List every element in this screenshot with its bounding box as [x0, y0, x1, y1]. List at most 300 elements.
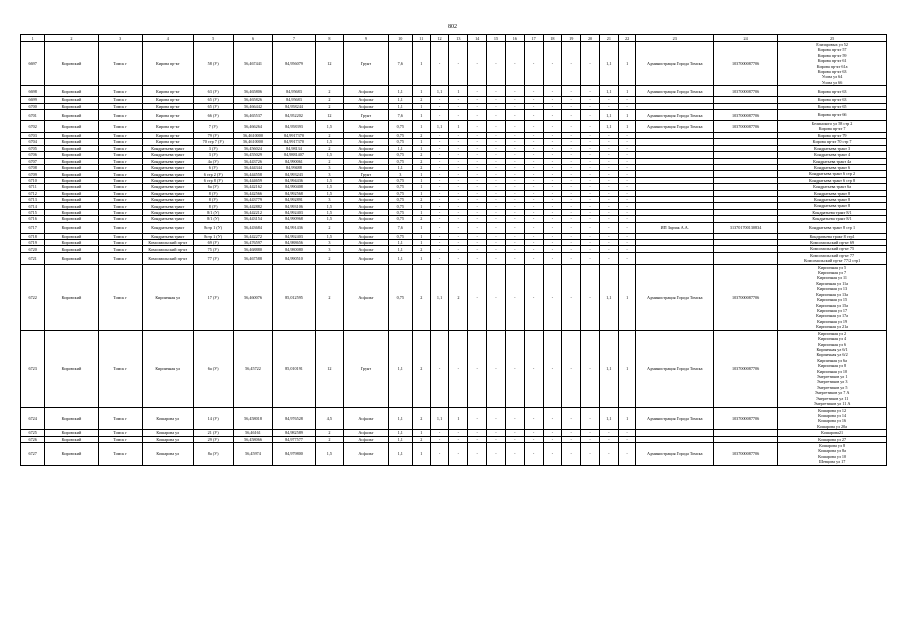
table-cell: 6а (У) — [193, 184, 233, 190]
table-cell: - — [449, 184, 468, 190]
table-cell: Кировский — [45, 139, 98, 145]
table-cell: Кондратьева тракт — [142, 152, 193, 158]
address-line: Кондратьева тракт 8 — [814, 196, 851, 202]
table-cell: 56,442212 — [233, 209, 273, 215]
table-cell: - — [562, 164, 581, 170]
table-cell: 66 (У) — [193, 110, 233, 121]
table-cell: - — [581, 196, 600, 202]
table-cell: - — [468, 216, 487, 222]
table-cell: - — [618, 252, 636, 264]
table-cell: - — [449, 222, 468, 233]
table-cell: - — [581, 430, 600, 436]
table-cell: - — [581, 97, 600, 103]
table-cell: - — [581, 184, 600, 190]
table-cell: - — [599, 203, 618, 209]
table-cell: Томск г — [98, 264, 142, 330]
table-cell: Кировский — [45, 164, 98, 170]
table-cell: 77 (У) — [193, 252, 233, 264]
table-cell: Комсомольский пр-кт — [142, 252, 193, 264]
table-cell: - — [505, 203, 524, 209]
table-cell: 6726 — [21, 436, 45, 442]
table-cell: Томск г — [98, 171, 142, 177]
table-cell: 6724 — [21, 407, 45, 430]
table-cell: Кирова пр-кт — [142, 139, 193, 145]
table-cell: 1 — [412, 145, 430, 151]
table-cell: - — [468, 121, 487, 133]
table-cell: 1,5 — [315, 152, 344, 158]
table-cell: - — [562, 264, 581, 330]
table-cell: Кировский — [45, 252, 98, 264]
table-cell: - — [487, 139, 506, 145]
table-cell: Кирова пр-кт — [142, 121, 193, 133]
address-line: Кирпичная ул 6 — [818, 341, 847, 347]
table-cell: - — [468, 222, 487, 233]
table-cell: 0,75 — [388, 209, 412, 215]
table-cell: - — [468, 252, 487, 264]
table-cell: - — [599, 190, 618, 196]
address-line: Комсомольский пр-кт 77/2 стр1 — [803, 258, 861, 264]
table-cell: - — [524, 42, 543, 86]
table-cell: - — [618, 152, 636, 158]
header-cell: 9 — [344, 35, 388, 42]
table-cell: 8стр 1 (У) — [193, 233, 233, 239]
table-cell: - — [562, 158, 581, 164]
table-cell: - — [543, 196, 562, 202]
table-cell: Кировский — [45, 264, 98, 330]
table-cell: 6707 — [21, 158, 45, 164]
table-cell: 2 — [412, 436, 430, 442]
address-line: Кошарова ул 8а — [818, 448, 846, 454]
table-cell: - — [581, 152, 600, 158]
address-list-cell — [778, 110, 887, 121]
table-cell: - — [581, 330, 600, 407]
register-table — [20, 34, 887, 466]
table-cell: - — [618, 216, 636, 222]
table-cell: Томск г — [98, 86, 142, 97]
table-cell: Томск г — [98, 330, 142, 407]
table-cell: - — [543, 171, 562, 177]
table-cell: Кирова пр-кт — [142, 97, 193, 103]
table-cell: 6700 — [21, 103, 45, 109]
header-cell: 8 — [315, 35, 344, 42]
table-cell: 2 — [315, 430, 344, 436]
table-cell: - — [430, 443, 449, 466]
header-cell: 16 — [505, 35, 524, 42]
address-line: Кирова пр-кт 61 — [817, 58, 847, 64]
table-cell: - — [468, 436, 487, 442]
table-cell: 0,75 — [388, 184, 412, 190]
table-cell: 1037000087706 — [713, 42, 777, 86]
table-cell: - — [543, 233, 562, 239]
table-cell: Кошарова ул — [142, 436, 193, 442]
table-cell: 56,465826 — [233, 97, 273, 103]
table-cell: Томск г — [98, 97, 142, 103]
table-cell: Асфальт — [344, 152, 388, 158]
table-cell: - — [524, 158, 543, 164]
table-cell: 58 (У) — [193, 42, 233, 86]
table-cell: - — [524, 443, 543, 466]
table-cell: 84,9881407 — [273, 152, 315, 158]
table-cell: Кондратьева тракт — [142, 216, 193, 222]
table-cell: 8/1 (У) — [193, 209, 233, 215]
table-cell: - — [618, 233, 636, 239]
table-cell: Грунт — [344, 330, 388, 407]
table-cell: 84,990510 — [273, 252, 315, 264]
header-cell: 17 — [524, 35, 543, 42]
table-cell: - — [543, 139, 562, 145]
table-cell: - — [599, 436, 618, 442]
table-cell: Асфальт — [344, 443, 388, 466]
table-cell: 56,458066 — [233, 436, 273, 442]
table-cell: - — [581, 110, 600, 121]
table-cell: - — [524, 132, 543, 138]
table-cell: 3 (У) — [193, 152, 233, 158]
table-cell: 1 — [412, 233, 430, 239]
table-cell: - — [505, 164, 524, 170]
table-cell: - — [487, 443, 506, 466]
address-line: Кошарова ул 16 — [818, 418, 847, 424]
table-cell: 1,1 — [599, 407, 618, 430]
table-cell: 2 — [412, 264, 430, 330]
table-cell: 84,958393 — [273, 121, 315, 133]
table-cell: Комсомольский пр-кт — [142, 246, 193, 252]
table-cell: - — [581, 121, 600, 133]
table-cell: 65 (У) — [193, 97, 233, 103]
table-cell: - — [505, 239, 524, 245]
table-cell: - — [449, 252, 468, 264]
table-cell: - — [524, 436, 543, 442]
table-cell: 14 (У) — [193, 407, 233, 430]
table-cell: - — [543, 121, 562, 133]
table-cell: 1,1 — [388, 97, 412, 103]
table-cell: - — [524, 110, 543, 121]
table-cell: - — [581, 246, 600, 252]
table-cell: 84,9917370 — [273, 139, 315, 145]
table-cell: - — [468, 103, 487, 109]
table-cell: 1 — [412, 203, 430, 209]
table-cell: Асфальт — [344, 177, 388, 183]
table-cell: - — [524, 330, 543, 407]
table-cell: - — [505, 430, 524, 436]
table-cell: 8стр 1 (У) — [193, 222, 233, 233]
table-cell: - — [449, 145, 468, 151]
table-cell: - — [468, 430, 487, 436]
table-cell: - — [562, 216, 581, 222]
table-cell: Кировский — [45, 103, 98, 109]
table-cell: Кондратьева тракт — [142, 171, 193, 177]
table-cell: - — [562, 252, 581, 264]
table-cell: Асфальт — [344, 132, 388, 138]
table-cell: - — [468, 203, 487, 209]
table-cell: 6718 — [21, 233, 45, 239]
table-cell: 3 — [315, 196, 344, 202]
table-cell: 1,1 — [599, 110, 618, 121]
table-cell: 12 — [315, 110, 344, 121]
table-cell: - — [543, 443, 562, 466]
header-cell: 20 — [581, 35, 600, 42]
table-cell: - — [562, 132, 581, 138]
table-cell: - — [505, 139, 524, 145]
table-cell: - — [543, 330, 562, 407]
table-cell: - — [599, 152, 618, 158]
table-cell: Администрация Города Томска — [636, 42, 714, 86]
table-cell: 1037000087706 — [713, 443, 777, 466]
table-cell: 6717 — [21, 222, 45, 233]
table-cell: - — [524, 252, 543, 264]
table-cell: Кировский — [45, 216, 98, 222]
table-cell: 2 — [412, 152, 430, 158]
table-cell: - — [468, 145, 487, 151]
table-cell: Томск г — [98, 132, 142, 138]
table-cell: - — [505, 110, 524, 121]
table-cell: - — [468, 184, 487, 190]
table-cell: - — [581, 203, 600, 209]
table-cell: - — [487, 110, 506, 121]
table-cell: Томск г — [98, 246, 142, 252]
table-cell: - — [599, 164, 618, 170]
table-cell: - — [543, 152, 562, 158]
table-cell: - — [487, 145, 506, 151]
table-cell: 1,5 — [315, 184, 344, 190]
address-line: Кондратьева тракт 4а — [813, 158, 852, 164]
table-cell: - — [543, 239, 562, 245]
table-cell: - — [505, 97, 524, 103]
table-cell: 6712 — [21, 190, 45, 196]
table-cell: Кировский — [45, 97, 98, 103]
table-cell: Администрация Города Томска — [636, 86, 714, 97]
table-cell: - — [599, 196, 618, 202]
table-cell: 8 (У) — [193, 203, 233, 209]
table-cell: - — [581, 264, 600, 330]
table-cell: 7,6 — [388, 110, 412, 121]
table-cell: 6716 — [21, 216, 45, 222]
table-cell: 1,1 — [430, 264, 449, 330]
table-cell: - — [543, 103, 562, 109]
address-line: Кондратьева тракт 6 стр 8 — [809, 177, 856, 183]
table-cell: 6727 — [21, 443, 45, 466]
address-line: Кирпичная ул 17а — [816, 313, 849, 319]
table-cell: 8а (У) — [193, 443, 233, 466]
table-cell: Асфальт — [344, 209, 388, 215]
table-cell: - — [543, 184, 562, 190]
table-cell: - — [505, 407, 524, 430]
table-cell: 1 — [412, 103, 430, 109]
table-cell: - — [543, 209, 562, 215]
table-cell: - — [618, 145, 636, 151]
table-cell: 79 (У) — [193, 132, 233, 138]
table-cell: 6706 — [21, 152, 45, 158]
table-cell: Кировский — [45, 246, 98, 252]
table-cell: Кировский — [45, 407, 98, 430]
header-cell: 15 — [487, 35, 506, 42]
table-cell: - — [562, 436, 581, 442]
table-cell: - — [618, 239, 636, 245]
table-cell: 1 — [412, 86, 430, 97]
address-list-cell — [778, 222, 887, 233]
table-cell: 0,75 — [388, 158, 412, 164]
table-cell: - — [562, 42, 581, 86]
table-cell: - — [430, 252, 449, 264]
address-list-cell — [778, 252, 887, 264]
table-cell: Кирова пр-кт — [142, 132, 193, 138]
table-cell: - — [468, 171, 487, 177]
table-cell: - — [618, 171, 636, 177]
table-cell: - — [599, 239, 618, 245]
table-cell: - — [562, 203, 581, 209]
table-cell: Томск г — [98, 121, 142, 133]
table-cell: 56,467588 — [233, 252, 273, 264]
table-cell: Томск г — [98, 42, 142, 86]
table-cell: - — [430, 132, 449, 138]
table-cell: 3 (У) — [193, 145, 233, 151]
table-row — [21, 443, 887, 466]
table-cell: 56,45974 — [233, 443, 273, 466]
table-cell: Асфальт — [344, 190, 388, 196]
table-cell: - — [505, 264, 524, 330]
table-row — [21, 252, 887, 264]
table-cell: - — [430, 436, 449, 442]
table-cell: - — [562, 177, 581, 183]
table-cell: 84,980080 — [273, 246, 315, 252]
table-cell: - — [562, 239, 581, 245]
table-cell: - — [581, 190, 600, 196]
address-line: Комсомольский пр-кт 77 — [810, 252, 855, 258]
table-cell: Кировский — [45, 436, 98, 442]
address-line: Кирова пр-кт 63 — [817, 69, 847, 75]
address-line: Кондратьева тракт 6а — [813, 184, 852, 190]
address-line: Кирова пр-кт 57 — [817, 47, 847, 53]
table-cell: Кондратьева тракт — [142, 145, 193, 151]
table-cell: - — [449, 216, 468, 222]
table-cell: 6 стр 2 (У) — [193, 171, 233, 177]
table-cell: 1 — [412, 121, 430, 133]
table-cell: 84,993106 — [273, 203, 315, 209]
address-line: Кирова пр-кт 70 стр 7 — [812, 139, 852, 145]
table-cell: - — [562, 233, 581, 239]
table-cell: - — [468, 196, 487, 202]
table-cell: - — [581, 171, 600, 177]
table-cell: Кошарова ул — [142, 443, 193, 466]
table-cell: Кирова пр-кт — [142, 110, 193, 121]
table-cell: - — [449, 152, 468, 158]
table-cell: Кировский — [45, 86, 98, 97]
table-cell: - — [487, 436, 506, 442]
table-cell: - — [487, 164, 506, 170]
table-cell: - — [581, 252, 600, 264]
table-cell: 84,993243 — [273, 171, 315, 177]
table-cell: - — [618, 436, 636, 442]
table-cell: 1,5 — [315, 216, 344, 222]
table-cell: 1,1 — [388, 246, 412, 252]
table-cell: - — [524, 152, 543, 158]
table-cell: Асфальт — [344, 252, 388, 264]
table-cell: - — [599, 103, 618, 109]
address-line: Кирпичная ул 15а — [816, 302, 849, 308]
table-cell: 6 стр 8 (У) — [193, 177, 233, 183]
table-cell: - — [562, 430, 581, 436]
table-cell: 56,465806 — [233, 86, 273, 97]
table-cell: - — [599, 209, 618, 215]
address-list-cell — [778, 121, 887, 133]
address-line: Кошарова ул 14 — [818, 413, 847, 418]
table-cell: 1 — [412, 42, 430, 86]
address-line: Энергетиков ул 3 — [816, 379, 848, 385]
table-cell: 56,466442 — [233, 103, 273, 109]
address-line: Кирова пр-кт 7 — [818, 126, 846, 132]
table-cell: 3 — [315, 164, 344, 170]
table-cell: - — [430, 246, 449, 252]
table-cell: - — [562, 407, 581, 430]
table-cell: Кирпичная ул — [142, 330, 193, 407]
table-cell: 6709 — [21, 171, 45, 177]
table-cell: - — [543, 252, 562, 264]
table-cell: - — [618, 443, 636, 466]
table-cell: - — [487, 407, 506, 430]
table-cell: Томск г — [98, 190, 142, 196]
table-cell: - — [562, 152, 581, 158]
table-cell: 6699 — [21, 97, 45, 103]
table-cell: - — [449, 330, 468, 407]
table-cell: Кировский — [45, 152, 98, 158]
table-cell: 17 (У) — [193, 264, 233, 330]
table-cell: - — [599, 177, 618, 183]
address-line: Кондратьева тракт 8/1 — [812, 209, 852, 215]
table-cell: Кировский — [45, 203, 98, 209]
table-cell: - — [468, 177, 487, 183]
table-cell: 56,456024 — [233, 145, 273, 151]
table-cell: - — [505, 196, 524, 202]
table-cell: 56,442272 — [233, 233, 273, 239]
table-cell: - — [562, 209, 581, 215]
table-cell: 2 — [315, 103, 344, 109]
table-cell: - — [524, 222, 543, 233]
table-cell: - — [562, 121, 581, 133]
table-cell: - — [430, 190, 449, 196]
table-cell: - — [505, 171, 524, 177]
table-cell: - — [487, 103, 506, 109]
table-cell: 56,465537 — [233, 110, 273, 121]
table-cell: 0,75 — [388, 177, 412, 183]
table-cell: - — [430, 164, 449, 170]
table-cell: - — [449, 196, 468, 202]
table-cell: - — [524, 97, 543, 103]
table-cell: 3 — [315, 239, 344, 245]
address-line: Комсомольский пр-кт 75 — [810, 246, 855, 252]
table-cell: - — [430, 171, 449, 177]
table-cell: - — [487, 222, 506, 233]
address-line: Кирпичная ул 10 — [817, 368, 848, 374]
table-cell: 1,5 — [315, 190, 344, 196]
table-cell: 1,1 — [599, 121, 618, 133]
table-cell: 84,990408 — [273, 184, 315, 190]
table-cell: Администрация Города Томска — [636, 443, 714, 466]
table-cell: - — [599, 430, 618, 436]
table-cell: 1,5 — [315, 139, 344, 145]
table-cell: Томск г — [98, 196, 142, 202]
table-cell: - — [581, 103, 600, 109]
table-cell: Томск г — [98, 184, 142, 190]
table-cell: - — [468, 97, 487, 103]
address-line: Усова ул 66 — [821, 79, 843, 85]
address-line: Кошарова ул 27 — [818, 436, 847, 442]
address-line: Кошарова ул 20а — [817, 423, 848, 429]
table-cell: 1 — [412, 239, 430, 245]
table-cell: 1037000087706 — [713, 330, 777, 407]
table-cell: 56,466264 — [233, 121, 273, 133]
table-cell: - — [524, 246, 543, 252]
table-cell: 56,444344 — [233, 164, 273, 170]
table-cell: - — [487, 330, 506, 407]
